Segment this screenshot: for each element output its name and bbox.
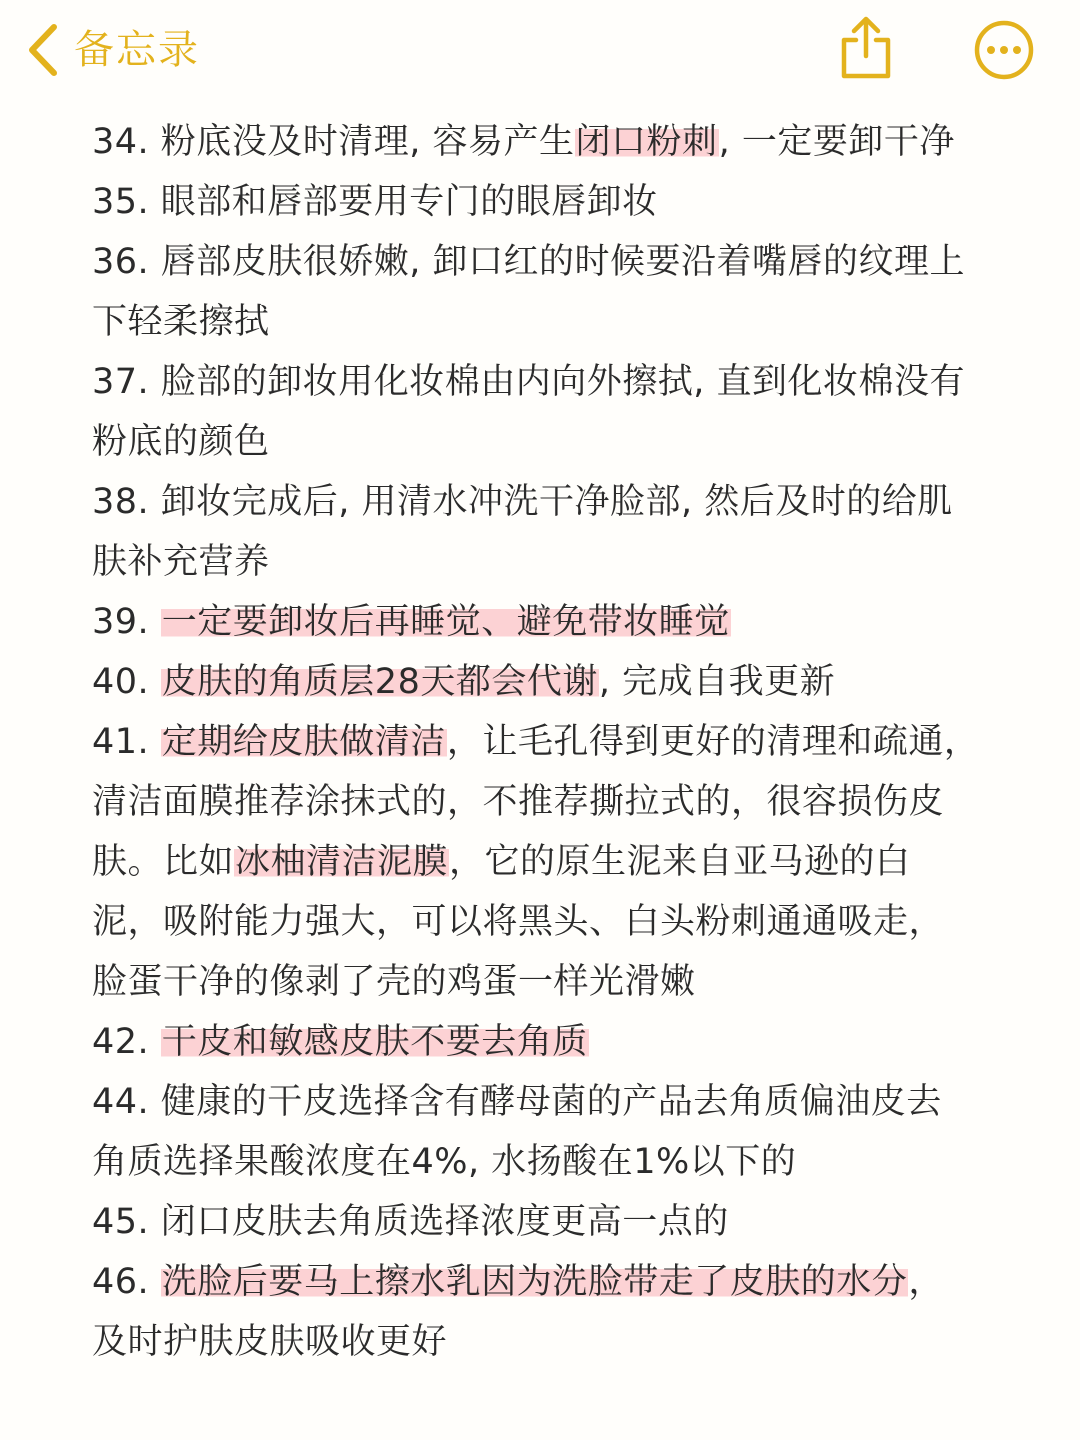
share-button[interactable] [836, 14, 896, 82]
note-text: 38. 卸妆完成后, 用清水冲洗干净脸部, 然后及时的给肌 [92, 482, 953, 522]
note-text: 粉底的颜色 [92, 422, 270, 462]
note-line [92, 1012, 1022, 1072]
note-text: 36. 唇部皮肤很娇嫩, 卸口红的时候要沿着嘴唇的纹理上 [92, 242, 966, 282]
note-line [92, 592, 1022, 652]
note-text: ，它的原生泥来自亚马逊的白 [449, 842, 911, 882]
note-text: 下轻柔擦拭 [92, 302, 270, 342]
note-line [92, 232, 1022, 292]
note-line [92, 1072, 1022, 1132]
back-label: 备忘录 [74, 27, 200, 73]
note-text: 46. [92, 1262, 161, 1302]
note-text: 41. [92, 722, 161, 762]
note-text: 42. [92, 1022, 161, 1062]
highlighted-text: 一定要卸妆后再睡觉、避免带妆睡觉 [161, 602, 730, 642]
note-text: 34. 粉底没及时清理, 容易产生 [92, 122, 575, 162]
note-line [92, 292, 1022, 352]
highlighted-text: 皮肤的角质层28天都会代谢 [161, 662, 598, 702]
note-line [92, 1132, 1022, 1192]
back-button[interactable] [26, 18, 200, 82]
note-line [92, 1192, 1022, 1252]
highlighted-text: 洗脸后要马上擦水乳因为洗脸带走了皮肤的水分 [161, 1262, 908, 1302]
note-text: 角质选择果酸浓度在4%, 水扬酸在1%以下的 [92, 1142, 797, 1182]
more-options-button[interactable] [972, 18, 1036, 82]
share-icon [836, 67, 896, 86]
note-text: , 完成自我更新 [598, 662, 836, 702]
note-text: 37. 脸部的卸妆用化妆棉由内向外擦拭, 直到化妆棉没有 [92, 362, 966, 402]
note-line [92, 952, 1022, 1012]
highlighted-text: 冰柚清洁泥膜 [235, 842, 449, 882]
note-line [92, 172, 1022, 232]
note-line [92, 532, 1022, 592]
note-text: 脸蛋干净的像剥了壳的鸡蛋一样光滑嫩 [92, 962, 696, 1002]
note-text: 45. 闭口皮肤去角质选择浓度更高一点的 [92, 1202, 729, 1242]
note-text: 39. [92, 602, 161, 642]
note-text: 肤。比如 [92, 842, 235, 882]
highlighted-text: 闭口粉刺 [575, 122, 718, 162]
note-text: 40. [92, 662, 161, 702]
note-text: 及时护肤皮肤吸收更好 [92, 1322, 448, 1362]
note-text: 35. 眼部和唇部要用专门的眼唇卸妆 [92, 182, 658, 222]
more-icon [972, 67, 1036, 86]
highlighted-text: 定期给皮肤做清洁 [161, 722, 446, 762]
note-line [92, 832, 1022, 892]
note-line [92, 1312, 1022, 1372]
chevron-left-icon [26, 23, 60, 77]
note-text: 清洁面膜推荐涂抹式的，不推荐撕拉式的，很容损伤皮 [92, 782, 945, 822]
note-text: , 一定要卸干净 [718, 122, 955, 162]
note-line [92, 112, 1022, 172]
note-line [92, 772, 1022, 832]
note-line [92, 712, 1022, 772]
note-text: ，让毛孔得到更好的清理和疏通， [446, 722, 980, 762]
note-line [92, 352, 1022, 412]
note-line [92, 652, 1022, 712]
navigation-bar [0, 0, 1080, 100]
note-text: ， [908, 1262, 944, 1302]
note-body[interactable] [92, 112, 1022, 1372]
note-text: 泥，吸附能力强大，可以将黑头、白头粉刺通通吸走， [92, 902, 945, 942]
note-line [92, 472, 1022, 532]
note-line [92, 412, 1022, 472]
highlighted-text: 干皮和敏感皮肤不要去角质 [161, 1022, 588, 1062]
note-line [92, 1252, 1022, 1312]
note-text: 44. 健康的干皮选择含有酵母菌的产品去角质偏油皮去 [92, 1082, 942, 1122]
note-text: 肤补充营养 [92, 542, 270, 582]
note-line [92, 892, 1022, 952]
